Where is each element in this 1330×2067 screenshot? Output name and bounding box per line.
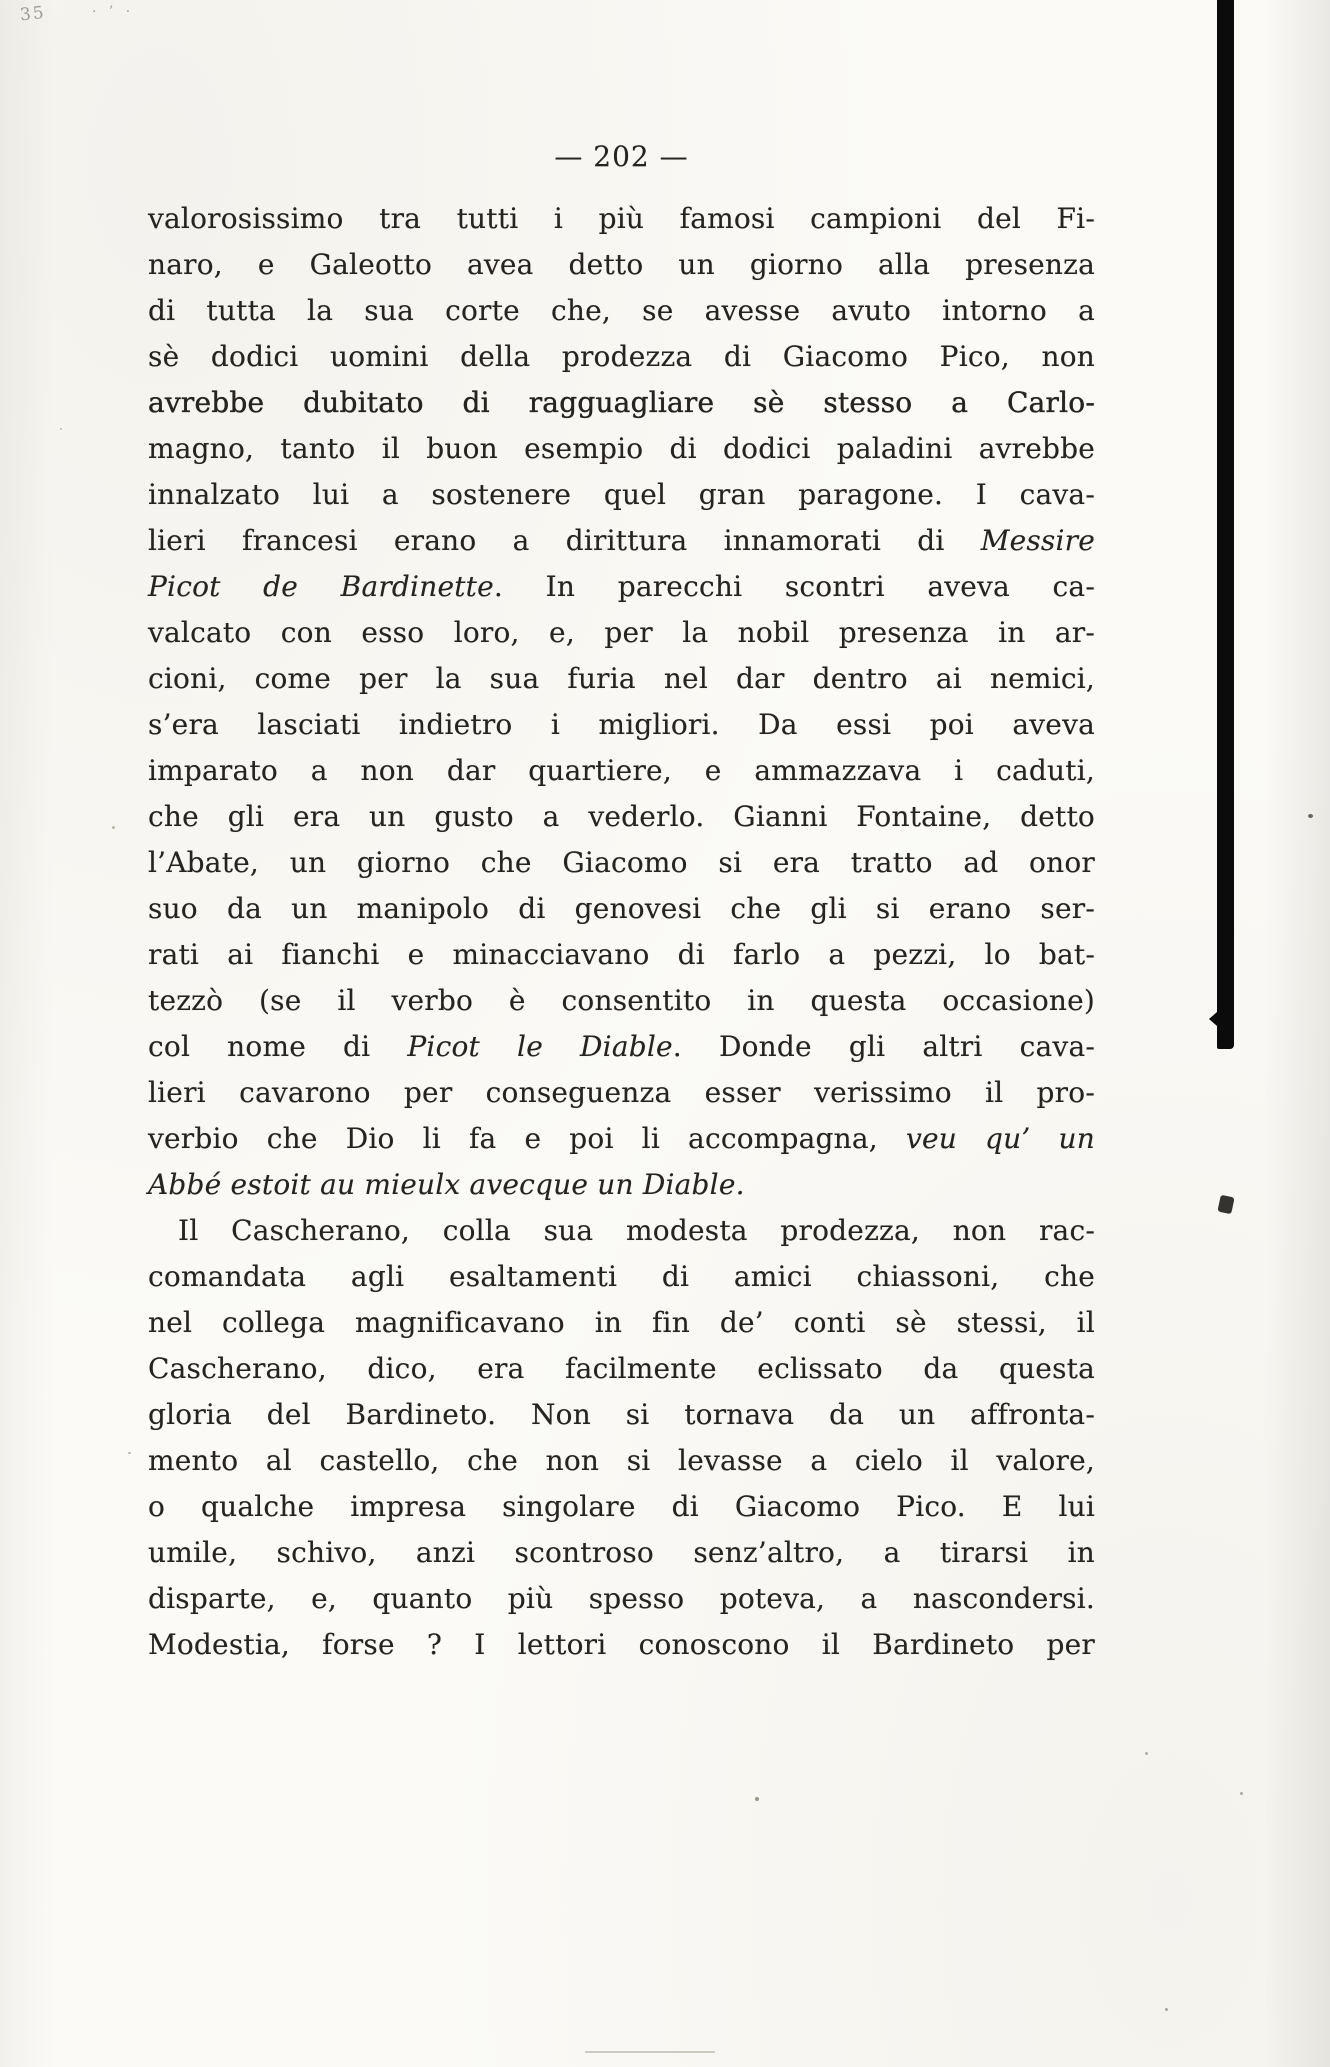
scan-speck: [1240, 1792, 1243, 1795]
scan-speck: [1145, 1752, 1148, 1755]
text-line: cioni, come per la sua furia nel dar dentro ai nemici,: [148, 662, 1095, 695]
text-line: imparato a non dar quartiere, e ammazzava i caduti,: [148, 754, 1095, 787]
text-line: Cascherano, dico, era facilmente eclissato da questa: [148, 1352, 1095, 1385]
text-line: comandata agli esaltamenti di amici chiassoni, che: [148, 1260, 1095, 1293]
italic-text: Picot le Diable: [407, 1030, 673, 1063]
text-segment: . In parecchi scontri aveva ca-: [493, 570, 1095, 603]
italic-text: veu qu’ un: [905, 1122, 1095, 1155]
text-line: avrebbe dubitato di ragguagliare sè stesso a Carlo-: [148, 386, 1095, 419]
italic-text: Picot de Bardinette: [148, 570, 494, 603]
text-line: [148, 1162, 1095, 1208]
text-line: che gli era un gusto a vederlo. Gianni Fontaine, detto: [148, 800, 1095, 833]
text-line: o qualche impresa singolare di Giacomo Pico. E lui: [148, 1490, 1095, 1523]
text-segment: . Donde gli altri cava-: [672, 1030, 1095, 1063]
page-number: — 202 —: [554, 140, 689, 173]
text-line: nel collega magnificavano in fin de’ conti sè stessi, il: [148, 1306, 1095, 1339]
text-line: naro, e Galeotto avea detto un giorno alla presenza: [148, 248, 1095, 281]
text-line: suo da un manipolo di genovesi che gli si erano ser-: [148, 892, 1095, 925]
scan-speck: [755, 1797, 759, 1801]
scan-corner-mark: 35: [19, 2, 47, 26]
text-line: valorosissimo tra tutti i più famosi campioni del Fi-: [148, 202, 1095, 235]
scan-bottom-mark: [585, 2051, 715, 2053]
text-line: valcato con esso loro, e, per la nobil presenza in ar-: [148, 616, 1095, 649]
text-line: gloria del Bardineto. Non si tornava da un affronta-: [148, 1398, 1095, 1431]
scan-speck: [60, 428, 62, 430]
scan-ink-blob: [1217, 1195, 1234, 1215]
text-line: umile, schivo, anzi scontroso senz’altro, a tirarsi in: [148, 1536, 1095, 1569]
text-line: [148, 1024, 1095, 1070]
text-line: Il Cascherano, colla sua modesta prodezza, non rac-: [178, 1214, 1095, 1247]
text-block: [148, 196, 1095, 1668]
italic-text: Messire: [980, 524, 1095, 557]
text-line: magno, tanto il buon esempio di dodici paladini avrebbe: [148, 432, 1095, 465]
text-segment: lieri francesi erano a dirittura innamorati di: [148, 524, 981, 557]
text-line: s’era lasciati indietro i migliori. Da essi poi aveva: [148, 708, 1095, 741]
italic-text: Abbé estoit au mieulx avecque un Diable.: [148, 1168, 745, 1201]
text-line: disparte, e, quanto più spesso poteva, a nascondersi.: [148, 1582, 1095, 1615]
text-segment: col nome di: [148, 1030, 408, 1063]
text-line: l’Abate, un giorno che Giacomo si era tratto ad onor: [148, 846, 1095, 879]
book-edge-bar: [1217, 0, 1234, 1049]
scan-speck: [112, 826, 115, 829]
scan-speck: [1308, 814, 1313, 818]
text-line: di tutta la sua corte che, se avesse avuto intorno a: [148, 294, 1095, 327]
text-segment: verbio che Dio li fa e poi li accompagna,: [148, 1122, 906, 1155]
scan-speck: [1165, 2008, 1168, 2011]
text-line: [148, 1116, 1095, 1162]
text-line: rati ai fianchi e minacciavano di farlo a pezzi, lo bat-: [148, 938, 1095, 971]
scan-corner-dots: · ’ ·: [92, 4, 135, 20]
text-line: Modestia, forse ? I lettori conoscono il Bardineto per: [148, 1628, 1095, 1661]
text-line: [148, 518, 1095, 564]
text-line: sè dodici uomini della prodezza di Giacomo Pico, non: [148, 340, 1095, 373]
text-line: mento al castello, che non si levasse a cielo il valore,: [148, 1444, 1095, 1477]
text-line: innalzato lui a sostenere quel gran paragone. I cava-: [148, 478, 1095, 511]
text-line: tezzò (se il verbo è consentito in questa occasione): [148, 984, 1095, 1017]
text-line: [148, 564, 1095, 610]
scan-speck: [128, 1452, 131, 1454]
text-line: lieri cavarono per conseguenza esser verissimo il pro-: [148, 1076, 1095, 1109]
